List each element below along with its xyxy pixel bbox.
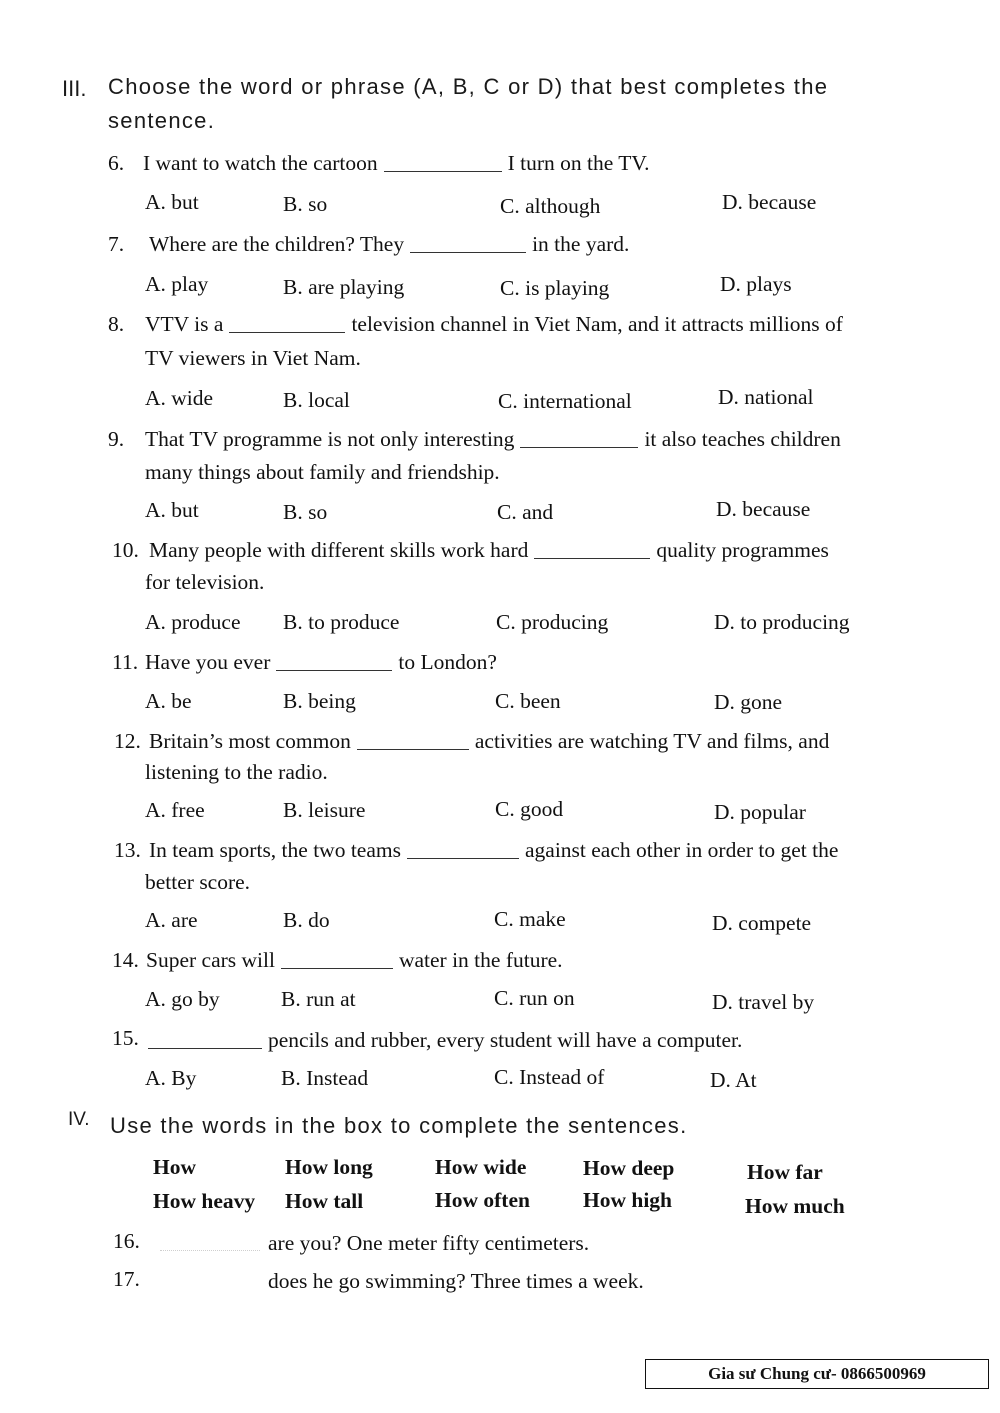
option-c[interactable]: C. producing xyxy=(496,610,609,634)
option-b[interactable]: B. so xyxy=(283,500,328,524)
question-text-before: Have you ever xyxy=(145,650,271,674)
question-number: 9. xyxy=(108,427,125,451)
option-a[interactable]: A. are xyxy=(145,908,198,932)
question-text xyxy=(149,838,838,863)
box-word: How high xyxy=(583,1188,673,1212)
answer-blank[interactable] xyxy=(534,558,650,559)
option-d[interactable]: D. compete xyxy=(712,911,812,935)
answer-blank[interactable] xyxy=(148,1048,262,1049)
answer-blank[interactable] xyxy=(407,858,519,859)
question-text: are you? One meter fifty centimeters. xyxy=(268,1231,590,1255)
option-b[interactable]: B. local xyxy=(283,388,350,412)
box-word: How tall xyxy=(285,1189,364,1213)
option-b[interactable]: B. so xyxy=(283,192,328,216)
option-a[interactable]: A. wide xyxy=(145,386,214,410)
box-word: How xyxy=(153,1155,196,1179)
question-text-before: Super cars will xyxy=(146,948,275,972)
box-word: How wide xyxy=(435,1155,527,1179)
option-a[interactable]: A. go by xyxy=(145,987,220,1011)
option-c[interactable]: C. been xyxy=(495,689,561,713)
footer-credit: Gia sư Chung cư- 0866500969 xyxy=(645,1359,989,1389)
question-text-cont: TV viewers in Viet Nam. xyxy=(145,346,361,370)
question-text xyxy=(146,948,563,973)
question-number: 11. xyxy=(112,650,139,674)
answer-blank[interactable] xyxy=(276,670,392,671)
question-text-after: pencils and rubber, every student will have a computer. xyxy=(268,1028,743,1052)
question-text: does he go swimming? Three times a week. xyxy=(268,1269,644,1293)
question-number: 10. xyxy=(112,538,139,562)
question-text-before: Britain’s most common xyxy=(149,729,351,753)
question-text-before: Many people with different skills work hard xyxy=(149,538,529,562)
option-a[interactable]: A. play xyxy=(145,272,209,296)
section-4-title: Use the words in the box to complete the sentences. xyxy=(110,1113,688,1138)
question-text-after: in the yard. xyxy=(532,232,630,256)
box-word: How far xyxy=(747,1160,823,1184)
option-c[interactable]: C. Instead of xyxy=(494,1065,605,1089)
box-word: How heavy xyxy=(153,1189,256,1213)
question-text-after: water in the future. xyxy=(398,948,563,972)
option-d[interactable]: D. national xyxy=(718,385,814,409)
option-b[interactable]: B. Instead xyxy=(281,1066,369,1090)
option-d[interactable]: D. because xyxy=(722,190,817,214)
option-c[interactable]: C. is playing xyxy=(500,276,610,300)
question-text-after: television channel in Viet Nam, and it attracts millions of xyxy=(351,312,843,336)
question-number: 15. xyxy=(112,1026,139,1050)
section-3-number: III. xyxy=(62,76,87,101)
option-a[interactable]: A. be xyxy=(145,689,192,713)
question-text-after: quality programmes xyxy=(656,538,829,562)
option-d[interactable]: D. popular xyxy=(714,800,806,824)
box-word: How deep xyxy=(583,1156,675,1180)
option-c[interactable]: C. and xyxy=(497,500,554,524)
option-a[interactable]: A. but xyxy=(145,190,199,214)
option-b[interactable]: B. to produce xyxy=(283,610,400,634)
question-text-after: activities are watching TV and films, and xyxy=(474,729,830,753)
question-text-before: In team sports, the two teams xyxy=(149,838,401,862)
section-3-title: Choose the word or phrase (A, B, C or D) that best completes the xyxy=(108,74,829,99)
answer-blank[interactable] xyxy=(160,1250,260,1251)
question-number: 13. xyxy=(114,838,141,862)
question-number: 8. xyxy=(108,312,125,336)
option-d[interactable]: D. travel by xyxy=(712,990,815,1014)
question-text xyxy=(145,312,843,337)
option-b[interactable]: B. are playing xyxy=(283,275,405,299)
answer-blank[interactable] xyxy=(410,252,526,253)
option-b[interactable]: B. do xyxy=(283,908,330,932)
question-text-cont: listening to the radio. xyxy=(145,760,328,784)
question-number: 6. xyxy=(108,151,125,175)
question-text xyxy=(143,151,650,176)
box-word: How much xyxy=(745,1194,845,1218)
option-d[interactable]: D. plays xyxy=(720,272,792,296)
option-a[interactable]: A. but xyxy=(145,498,199,522)
answer-blank[interactable] xyxy=(520,447,638,448)
answer-blank[interactable] xyxy=(281,968,393,969)
option-a[interactable]: A. produce xyxy=(145,610,241,634)
question-text-before: Where are the children? They xyxy=(149,232,405,256)
option-d[interactable]: D. gone xyxy=(714,690,783,714)
option-a[interactable]: A. free xyxy=(145,798,205,822)
question-text-before: I want to watch the cartoon xyxy=(143,151,378,175)
question-number: 17. xyxy=(113,1267,140,1291)
option-a[interactable]: A. By xyxy=(145,1066,197,1090)
option-b[interactable]: B. leisure xyxy=(283,798,366,822)
option-c[interactable]: C. run on xyxy=(494,986,575,1010)
option-c[interactable]: C. although xyxy=(500,194,601,218)
question-text-after: against each other in order to get the xyxy=(524,838,839,862)
question-number: 16. xyxy=(113,1229,140,1253)
question-text xyxy=(149,232,629,257)
answer-blank[interactable] xyxy=(229,332,345,333)
question-text xyxy=(145,650,497,675)
section-4-number: IV. xyxy=(68,1109,90,1130)
option-c[interactable]: C. international xyxy=(498,389,632,413)
box-word: How long xyxy=(285,1155,373,1179)
answer-blank[interactable] xyxy=(384,171,502,172)
option-d[interactable]: D. At xyxy=(710,1068,757,1092)
question-text xyxy=(145,427,841,452)
question-number: 7. xyxy=(108,232,125,256)
option-b[interactable]: B. run at xyxy=(281,987,356,1011)
option-d[interactable]: D. because xyxy=(716,497,811,521)
option-d[interactable]: D. to producing xyxy=(714,610,850,634)
question-text-after: I turn on the TV. xyxy=(507,151,650,175)
answer-blank[interactable] xyxy=(357,749,469,750)
question-text-cont: for television. xyxy=(145,570,265,594)
question-text-before: VTV is a xyxy=(145,312,224,336)
question-text-after: it also teaches children xyxy=(644,427,841,451)
box-word: How often xyxy=(435,1188,530,1212)
question-text-cont: better score. xyxy=(145,870,251,894)
question-text-cont: many things about family and friendship. xyxy=(145,460,500,484)
question-text-after: to London? xyxy=(398,650,497,674)
question-number: 12. xyxy=(114,729,141,753)
question-text xyxy=(142,1028,742,1053)
question-text xyxy=(149,729,829,754)
question-text xyxy=(149,538,829,563)
option-c[interactable]: C. make xyxy=(494,907,566,931)
option-c[interactable]: C. good xyxy=(495,797,564,821)
question-number: 14. xyxy=(112,948,139,972)
section-3-title-cont: sentence. xyxy=(108,108,216,133)
question-text-before: That TV programme is not only interesting xyxy=(145,427,515,451)
option-b[interactable]: B. being xyxy=(283,689,356,713)
